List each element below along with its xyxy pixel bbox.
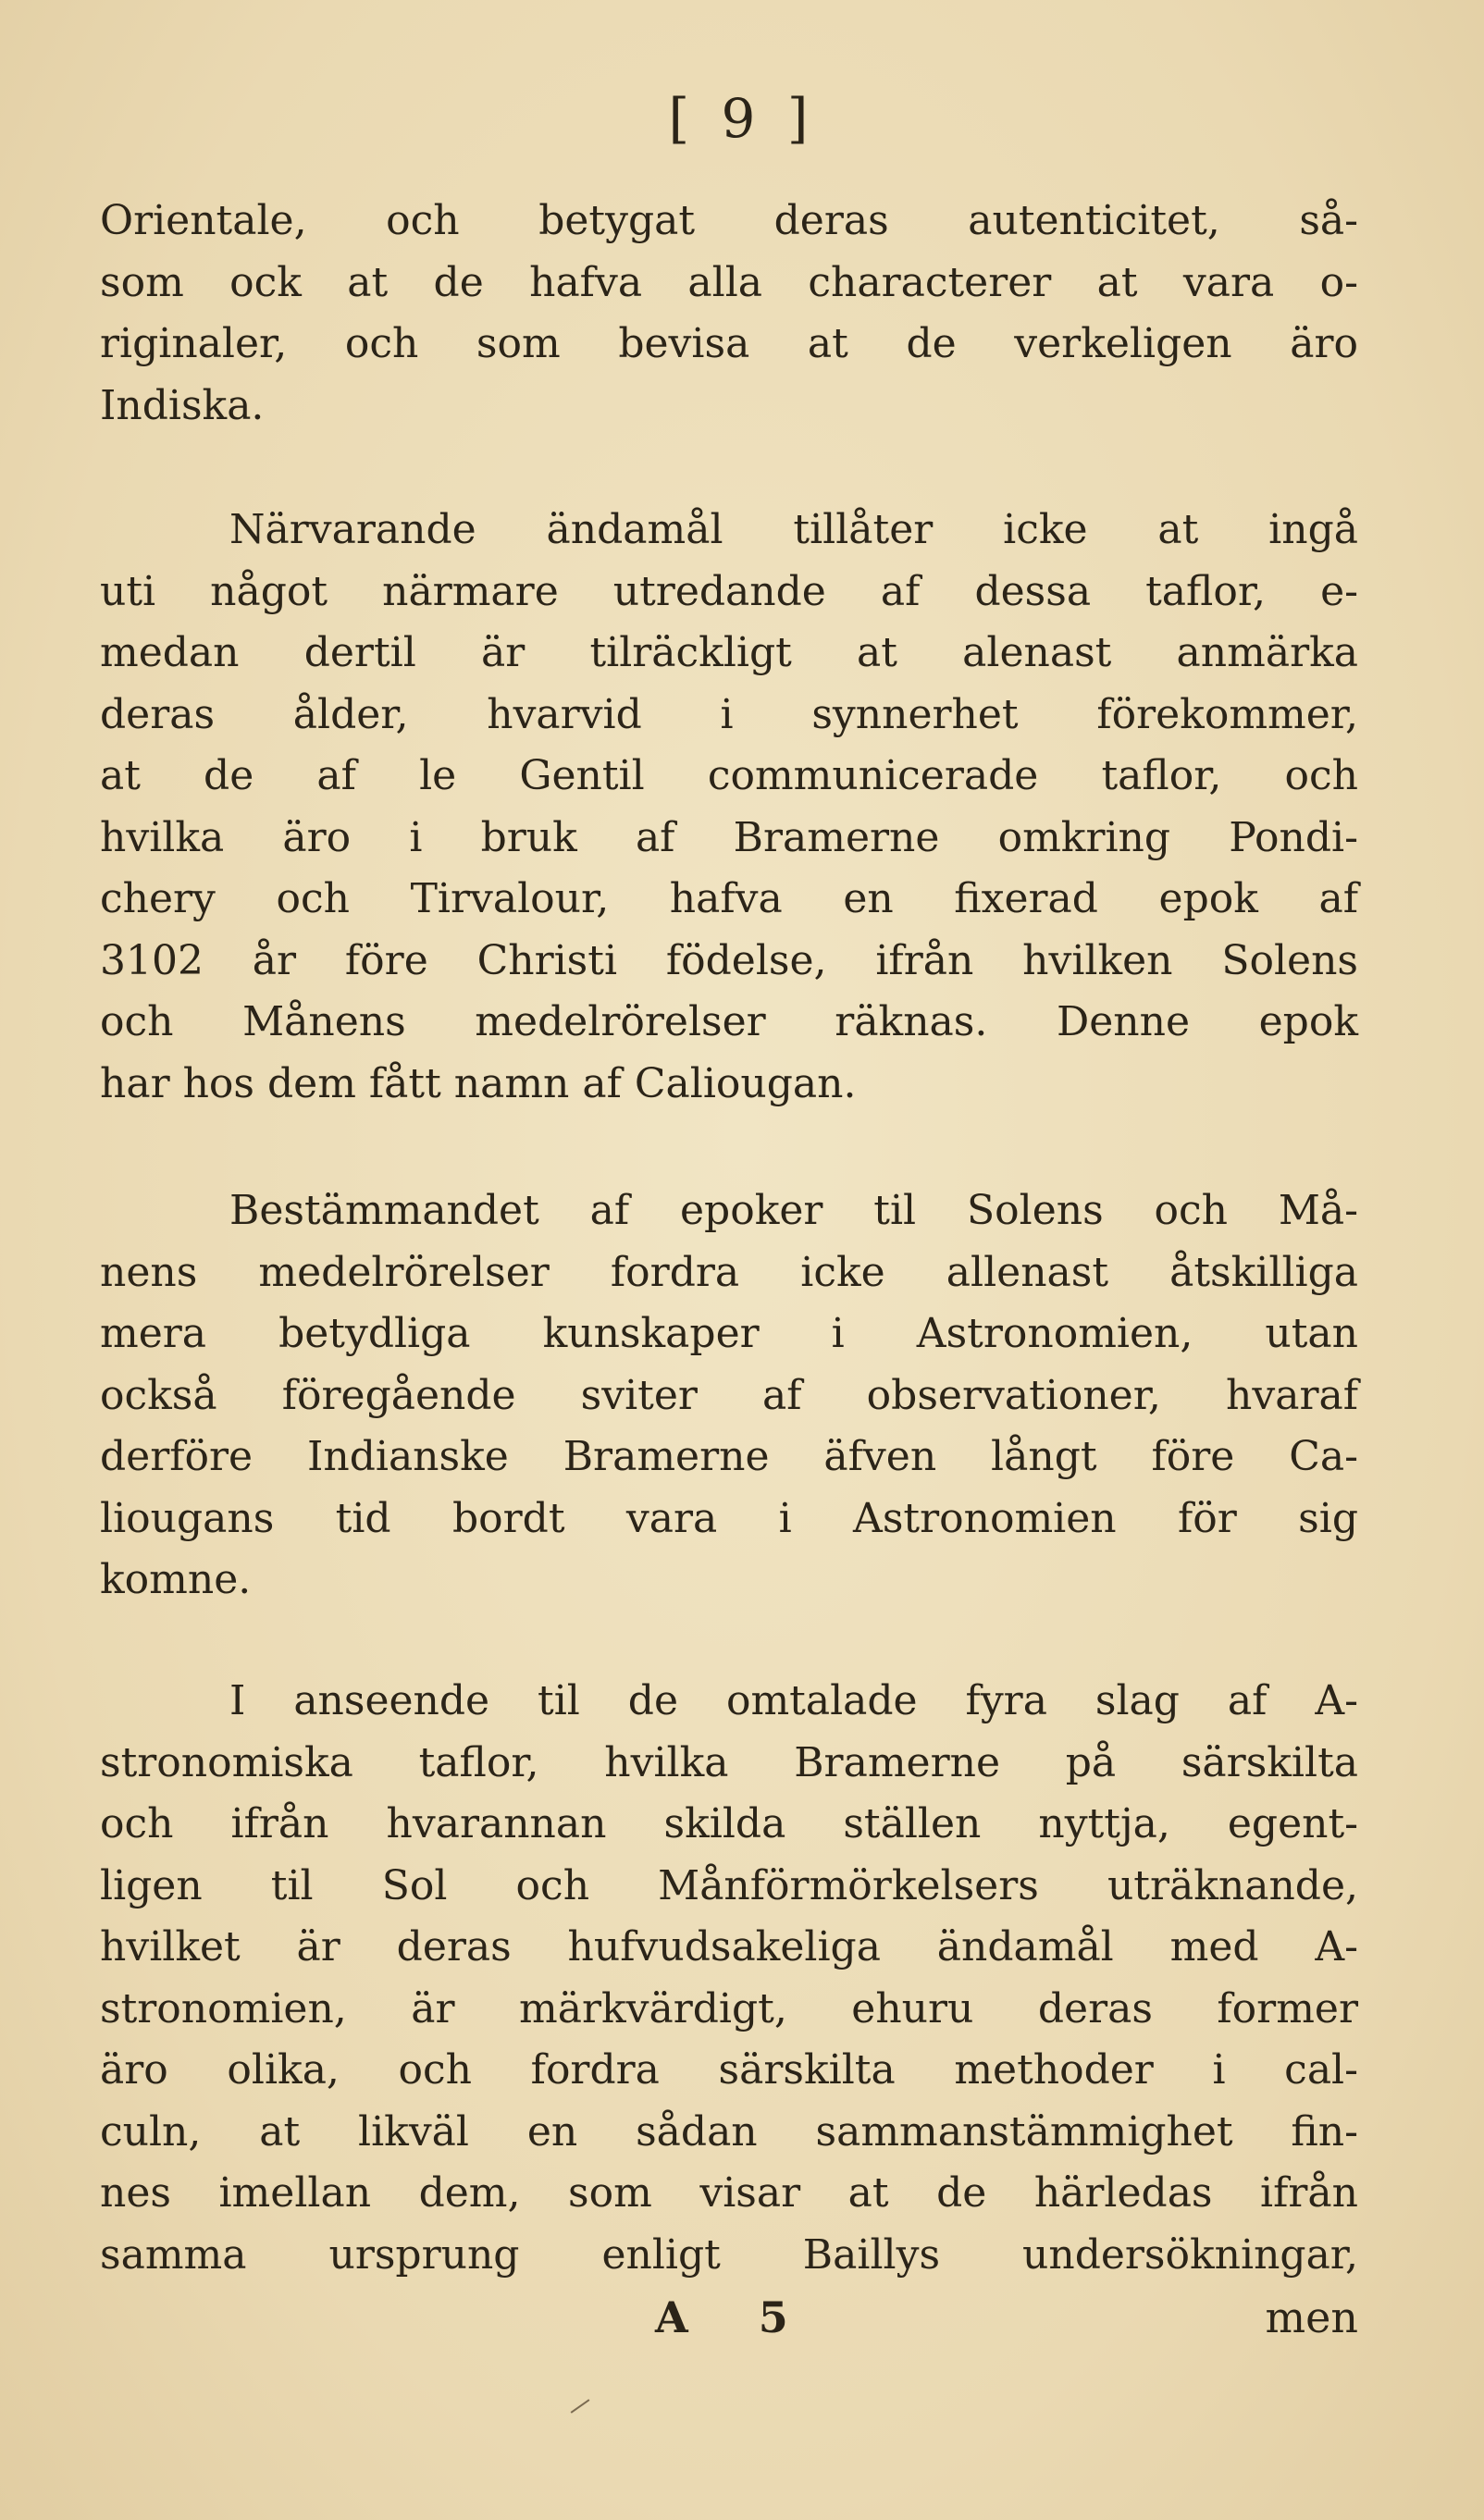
ink-mark (571, 2399, 590, 2413)
paragraph-1 (100, 191, 1358, 437)
signature-mark: A 5 (655, 2292, 816, 2342)
text-line: komne. (100, 1556, 252, 1603)
text-line: chery och Tirvalour, hafva en fixerad epok af (100, 875, 1358, 922)
text-line: Närvarande ändamål tillåter icke at ingå (229, 506, 1358, 553)
text-line: uti något närmare utredande af dessa taflor, e- (100, 567, 1358, 615)
text-line: hvilket är deras hufvudsakeliga ändamål med A- (100, 1923, 1358, 1970)
text-line: at de af le Gentil communicerade taflor, och (100, 752, 1358, 799)
text-line: och ifrån hvarannan skilda ställen nyttja, egent- (100, 1800, 1358, 1847)
text-line: deras ålder, hvarvid i synnerhet förekommer, (100, 690, 1358, 738)
text-line: Orientale, och betygat deras autenticitet, så- (100, 197, 1358, 244)
text-line: 3102 år före Christi födelse, ifrån hvilken Solens (100, 936, 1358, 984)
text-line: hvilka äro i bruk af Bramerne omkring Pondi- (100, 813, 1358, 861)
text-line: stronomien, är märkvärdigt, ehuru deras former (100, 1984, 1358, 2032)
paragraph-3 (100, 1180, 1358, 1612)
catchword: men (1265, 2292, 1358, 2342)
text-line: äro olika, och fordra särskilta methoder i cal- (100, 2046, 1358, 2094)
text-line: riginaler, och som bevisa at de verkeligen äro (100, 320, 1358, 367)
text-line: ligen til Sol och Månförmörkelsers uträknande, (100, 1861, 1358, 1909)
text-line: samma ursprung enligt Baillys undersökningar, (100, 2230, 1358, 2279)
text-line: har hos dem fått namn af Caliougan. (100, 1059, 857, 1107)
text-line: nens medelrörelser fordra icke allenast åtskilliga (100, 1248, 1358, 1296)
text-line: Bestämmandet af epoker til Solens och Må- (229, 1187, 1358, 1234)
page-number: [ 9 ] (668, 87, 816, 150)
paragraph-2 (100, 500, 1358, 1115)
text-line: liougans tid bordt vara i Astronomien för sig (100, 1494, 1358, 1542)
text-line: mera betydliga kunskaper i Astronomien, utan (100, 1310, 1358, 1357)
text-line: stronomiska taflor, hvilka Bramerne på särskilta (100, 1738, 1358, 1786)
text-line: derföre Indianske Bramerne äfven långt före Ca- (100, 1433, 1358, 1480)
paragraph-4 (100, 1671, 1358, 2286)
page-footer (100, 2285, 1358, 2350)
text-line: culn, at likväl en sådan sammanstämmighet fin- (100, 2107, 1358, 2156)
text-line: Indiska. (100, 381, 265, 429)
text-line: nes imellan dem, som visar at de härledas ifrån (100, 2169, 1358, 2217)
text-line: I anseende til de omtalade fyra slag af A- (229, 1677, 1358, 1724)
text-line: och Månens medelrörelser räknas. Denne epok (100, 998, 1358, 1045)
text-line: som ock at de hafva alla characterer at vara o- (100, 258, 1358, 306)
text-line: medan dertil är tilräckligt at alenast anmärka (100, 629, 1358, 676)
text-line: också föregående sviter af observationer, hvaraf (100, 1371, 1358, 1419)
